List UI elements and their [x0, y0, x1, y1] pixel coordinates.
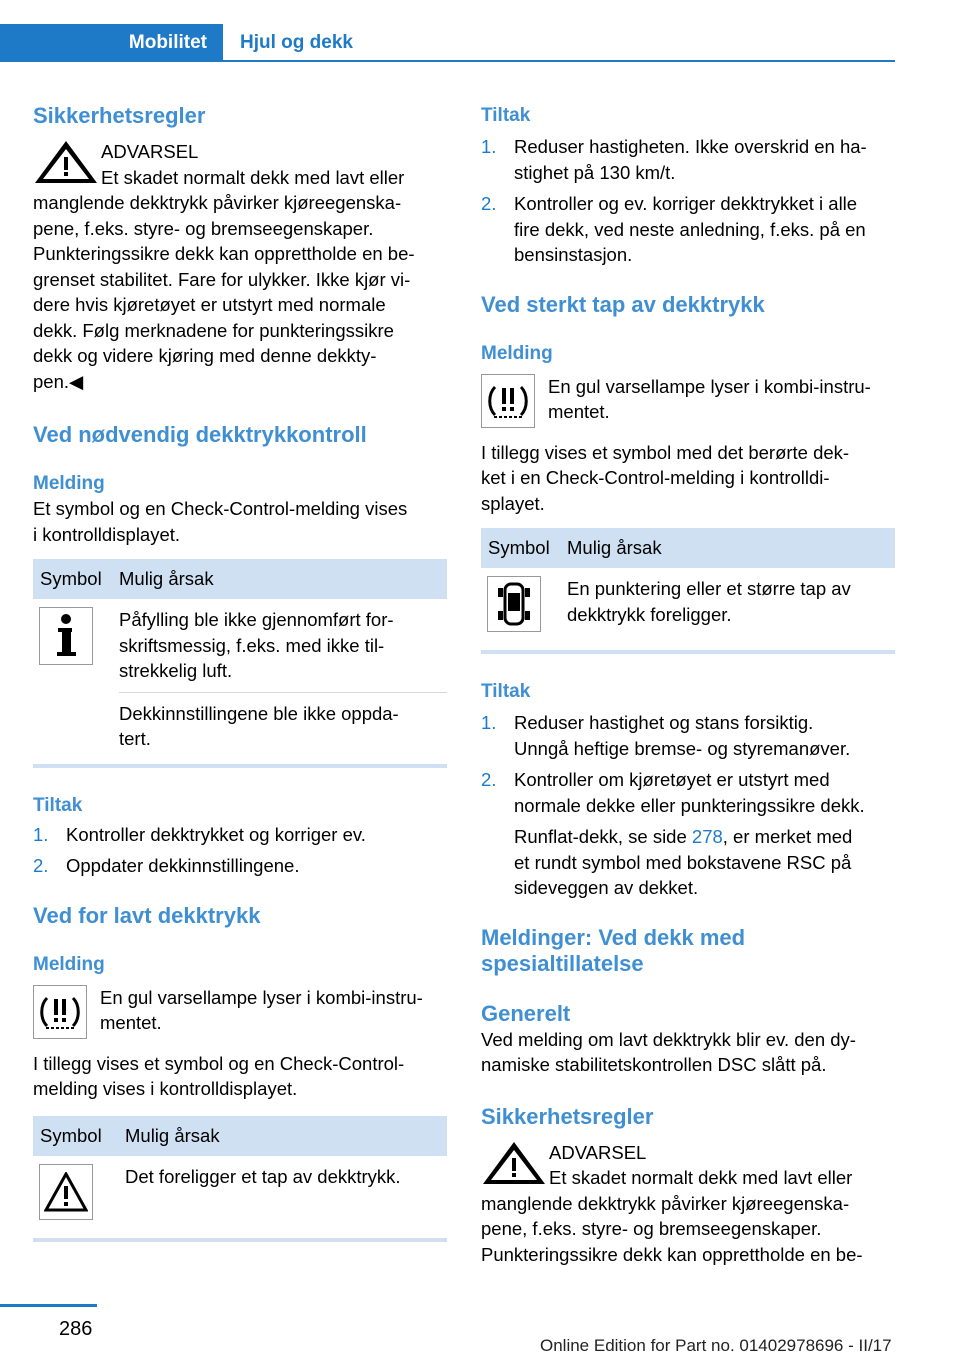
lamp-text: En gul varsellampe lyser i kombi-instru- mentet. [100, 986, 423, 1033]
table-1-header [33, 559, 447, 599]
cause-text: Det foreligger et tap av dekktrykk. [125, 1165, 401, 1187]
table-row [33, 693, 447, 764]
right-column [481, 100, 895, 1267]
warning-text: manglende dekktrykk påvirker kjøreegenska- pene, f.eks. styre- og bremseegenskaper. Punkteringssikre dekk kan opprettholde en be- [481, 1192, 863, 1265]
list-item: 1. Kontroller dekktrykket og korriger ev. [33, 823, 366, 845]
table-2 [33, 1116, 447, 1242]
cause-text: Påfylling ble ikke gjennomført for- skriftsmessig, f.eks. med ikke til- strekkelig luft. [119, 609, 394, 681]
heading-tiltak-2: Tiltak [481, 105, 531, 126]
table-end-rule [33, 764, 447, 768]
heading-sikkerhetsregler: Sikkerhetsregler [33, 103, 206, 128]
warning-text: manglende dekktrykk påvirker kjøreegenska- pene, f.eks. styre- og bremseegenskaper. Punkteringssikre dekk kan opprettholde en be- grenset stabilitet. Fare for ulykker. Ikke kjør vi- dere hvis kjøretøyet er utstyrt med normale dekk. Følg merknadene for punkteringssikre dekk og videre kjøring med denne dekkty- pen.◀ [33, 192, 415, 392]
info-icon [39, 607, 93, 665]
car-tire-icon [487, 576, 541, 632]
warning-triangle-icon [33, 139, 101, 185]
col-symbol: Symbol [488, 537, 550, 558]
table-end-rule [33, 1238, 447, 1242]
heading-tiltak-3: Tiltak [481, 681, 531, 702]
warning-triangle-icon [481, 1140, 549, 1186]
heading-sikkerhetsregler-2: Sikkerhetsregler [481, 1103, 654, 1129]
tiltak-1-list [33, 822, 447, 879]
heading-melding-1: Melding [33, 473, 105, 494]
left-column [33, 100, 447, 1242]
table-3-header [481, 528, 895, 568]
col-symbol: Symbol [40, 568, 102, 589]
list-item: 2. Kontroller og ev. korriger dekktrykket i alle fire dekk, ved neste anledning, f.eks. på en bensinstasjon. [481, 193, 866, 265]
cause-text: Dekkinnstillingene ble ikke oppda- tert. [119, 702, 399, 749]
warning-label: ADVARSEL [101, 141, 199, 162]
warning-block [33, 139, 447, 394]
tiltak-2-list [481, 134, 895, 268]
list-item: 2. Oppdater dekkinnstillingene. [33, 855, 300, 876]
table-row [33, 599, 447, 692]
runflat-note: Runflat-dekk, se side 278, er merket med et rundt symbol med bokstavene RSC på sideveggen av dekket. [514, 826, 853, 898]
list-item: 2. Kontroller om kjøretøyet er utstyrt med normale dekke eller punkteringssikre dekk. [481, 769, 865, 816]
col-mulig-arsak: Mulig årsak [567, 537, 662, 558]
table-row [33, 1156, 447, 1234]
list-item: 1. Reduser hastighet og stans forsiktig. Unngå heftige bremse- og styremanøver. [481, 712, 851, 759]
heading-lavt-dekktrykk: Ved for lavt dekktrykk [33, 902, 261, 928]
page-header [0, 0, 960, 64]
tiltak-3-list [481, 710, 895, 818]
table-end-rule [481, 650, 895, 654]
table-1 [33, 559, 447, 768]
edition-footer: Online Edition for Part no. 01402978696 - II/17 [540, 1336, 892, 1355]
warning-triangle-icon [39, 1164, 93, 1220]
heading-melding-3: Melding [481, 342, 553, 364]
generelt-text: Ved melding om lavt dekktrykk blir ev. den dy- namiske stabilitetskontrollen DSC slått på. [481, 1028, 856, 1075]
tab-mobilitet[interactable]: Mobilitet [0, 24, 223, 62]
warning-first-line: Et skadet normalt dekk med lavt eller [549, 1167, 853, 1188]
melding-2-text: I tillegg vises et symbol og en Check-Control- melding vises i kontrolldisplayet. [33, 1052, 405, 1099]
col-mulig-arsak: Mulig årsak [125, 1124, 220, 1146]
page-number: 286 [59, 1318, 93, 1340]
tire-pressure-warning-icon [481, 374, 535, 428]
warning-first-line: Et skadet normalt dekk med lavt eller [101, 166, 405, 188]
page-number-rule [0, 1304, 97, 1307]
tab-hjul-og-dekk[interactable]: Hjul og dekk [240, 32, 353, 53]
col-mulig-arsak: Mulig årsak [119, 568, 214, 589]
lamp-text: En gul varsellampe lyser i kombi-instru- mentet. [548, 375, 871, 422]
table-row [481, 568, 895, 646]
melding-3-text: I tillegg vises et symbol med det berørte dek- ket i en Check-Control-melding i kontrolldi- splayet. [481, 441, 850, 514]
heading-spesialtillatelse: Meldinger: Ved dekk med spesialtillatelse [481, 924, 746, 976]
tire-pressure-warning-icon [33, 985, 87, 1039]
list-item: 1. Reduser hastigheten. Ikke overskrid en ha- stighet på 130 km/t. [481, 136, 867, 183]
heading-generelt: Generelt [481, 1000, 571, 1026]
header-rule [223, 60, 895, 62]
heading-sterkt-tap: Ved sterkt tap av dekktrykk [481, 291, 765, 317]
table-2-header [33, 1116, 447, 1156]
page-link-278[interactable]: 278 [691, 826, 723, 847]
warning-block-2 [481, 1140, 895, 1268]
table-3 [481, 528, 895, 654]
lamp-block [33, 985, 447, 1039]
lamp-block-2 [481, 374, 895, 428]
warning-label: ADVARSEL [549, 1141, 647, 1163]
heading-dekktrykkontroll: Ved nødvendig dekktrykkontroll [33, 422, 367, 447]
col-symbol: Symbol [40, 1124, 102, 1146]
melding-1-text: Et symbol og en Check-Control-melding vises i kontrolldisplayet. [33, 498, 408, 545]
heading-melding-2: Melding [33, 953, 105, 975]
heading-tiltak-1: Tiltak [33, 794, 83, 816]
cause-text: En punktering eller et større tap av dekktrykk foreligger. [567, 578, 851, 625]
